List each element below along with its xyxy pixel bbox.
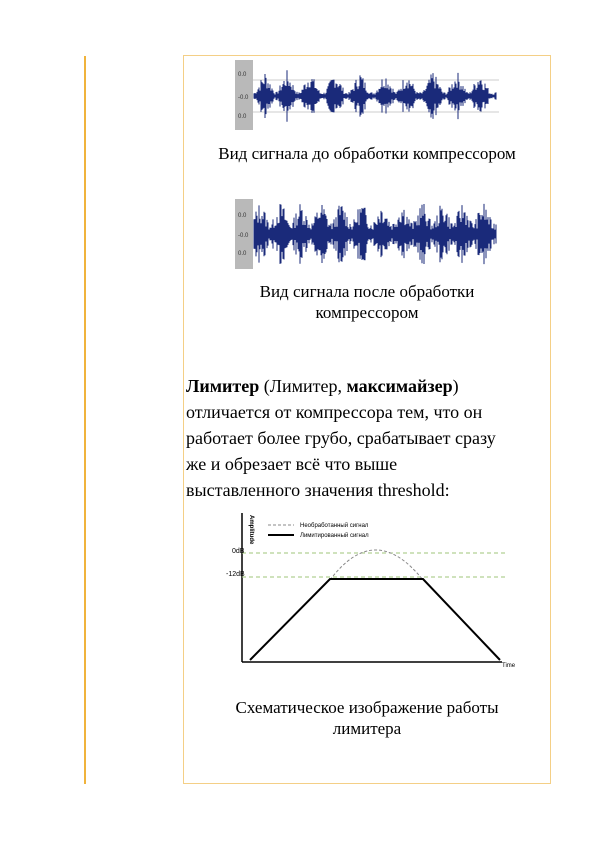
para-line4: же и обрезает всё что выше bbox=[186, 454, 398, 474]
wave1-label-top: 0.0 bbox=[238, 72, 247, 78]
caption-diagram-line1: Схематическое изображение работы bbox=[235, 698, 499, 717]
para-close: ) bbox=[452, 376, 459, 396]
para-line2: отличается от компрессора тем, что он bbox=[186, 402, 483, 422]
term-maximizer: максимайзер bbox=[346, 376, 453, 396]
wave2-label-bot: 0.0 bbox=[238, 251, 247, 257]
wave2-label-mid: -0.0 bbox=[238, 233, 249, 239]
para-line5: выставленного значения threshold: bbox=[186, 480, 450, 500]
limited-signal-line bbox=[250, 579, 500, 660]
caption-diagram-line2: лимитера bbox=[332, 719, 402, 738]
wave1-label-bot: 0.0 bbox=[238, 114, 247, 120]
waveform-after-compression bbox=[235, 199, 499, 269]
para-open: (Лимитер, bbox=[259, 376, 347, 396]
caption-diagram bbox=[186, 697, 548, 739]
waveform-before-compression bbox=[235, 60, 499, 130]
label-m12db: -12dB bbox=[226, 571, 245, 578]
para-line1 bbox=[186, 373, 546, 399]
caption-after-line1: Вид сигнала после обработки bbox=[259, 282, 475, 301]
y-axis-label: Amplitude bbox=[248, 515, 254, 545]
x-axis-label: Time bbox=[502, 663, 516, 669]
caption-after-line2: компрессором bbox=[315, 303, 419, 322]
caption-after bbox=[186, 281, 548, 323]
unprocessed-signal-curve bbox=[330, 550, 423, 580]
para-line3: работает более грубо, срабатывает сразу bbox=[186, 428, 496, 448]
wave2-label-top: 0.0 bbox=[238, 213, 247, 219]
limiter-description bbox=[186, 373, 546, 503]
legend-solid-label: Лимитированный сигнал bbox=[300, 533, 369, 539]
legend-dashed-label: Необработанный сигнал bbox=[300, 523, 369, 529]
limiter-diagram bbox=[210, 505, 522, 685]
wave1-label-mid: -0.0 bbox=[238, 95, 249, 101]
label-0db: 0dB bbox=[232, 548, 245, 555]
caption-before: Вид сигнала до обработки компрессором bbox=[218, 144, 516, 163]
term-limiter: Лимитер bbox=[186, 376, 260, 396]
left-margin-rule bbox=[84, 56, 86, 784]
